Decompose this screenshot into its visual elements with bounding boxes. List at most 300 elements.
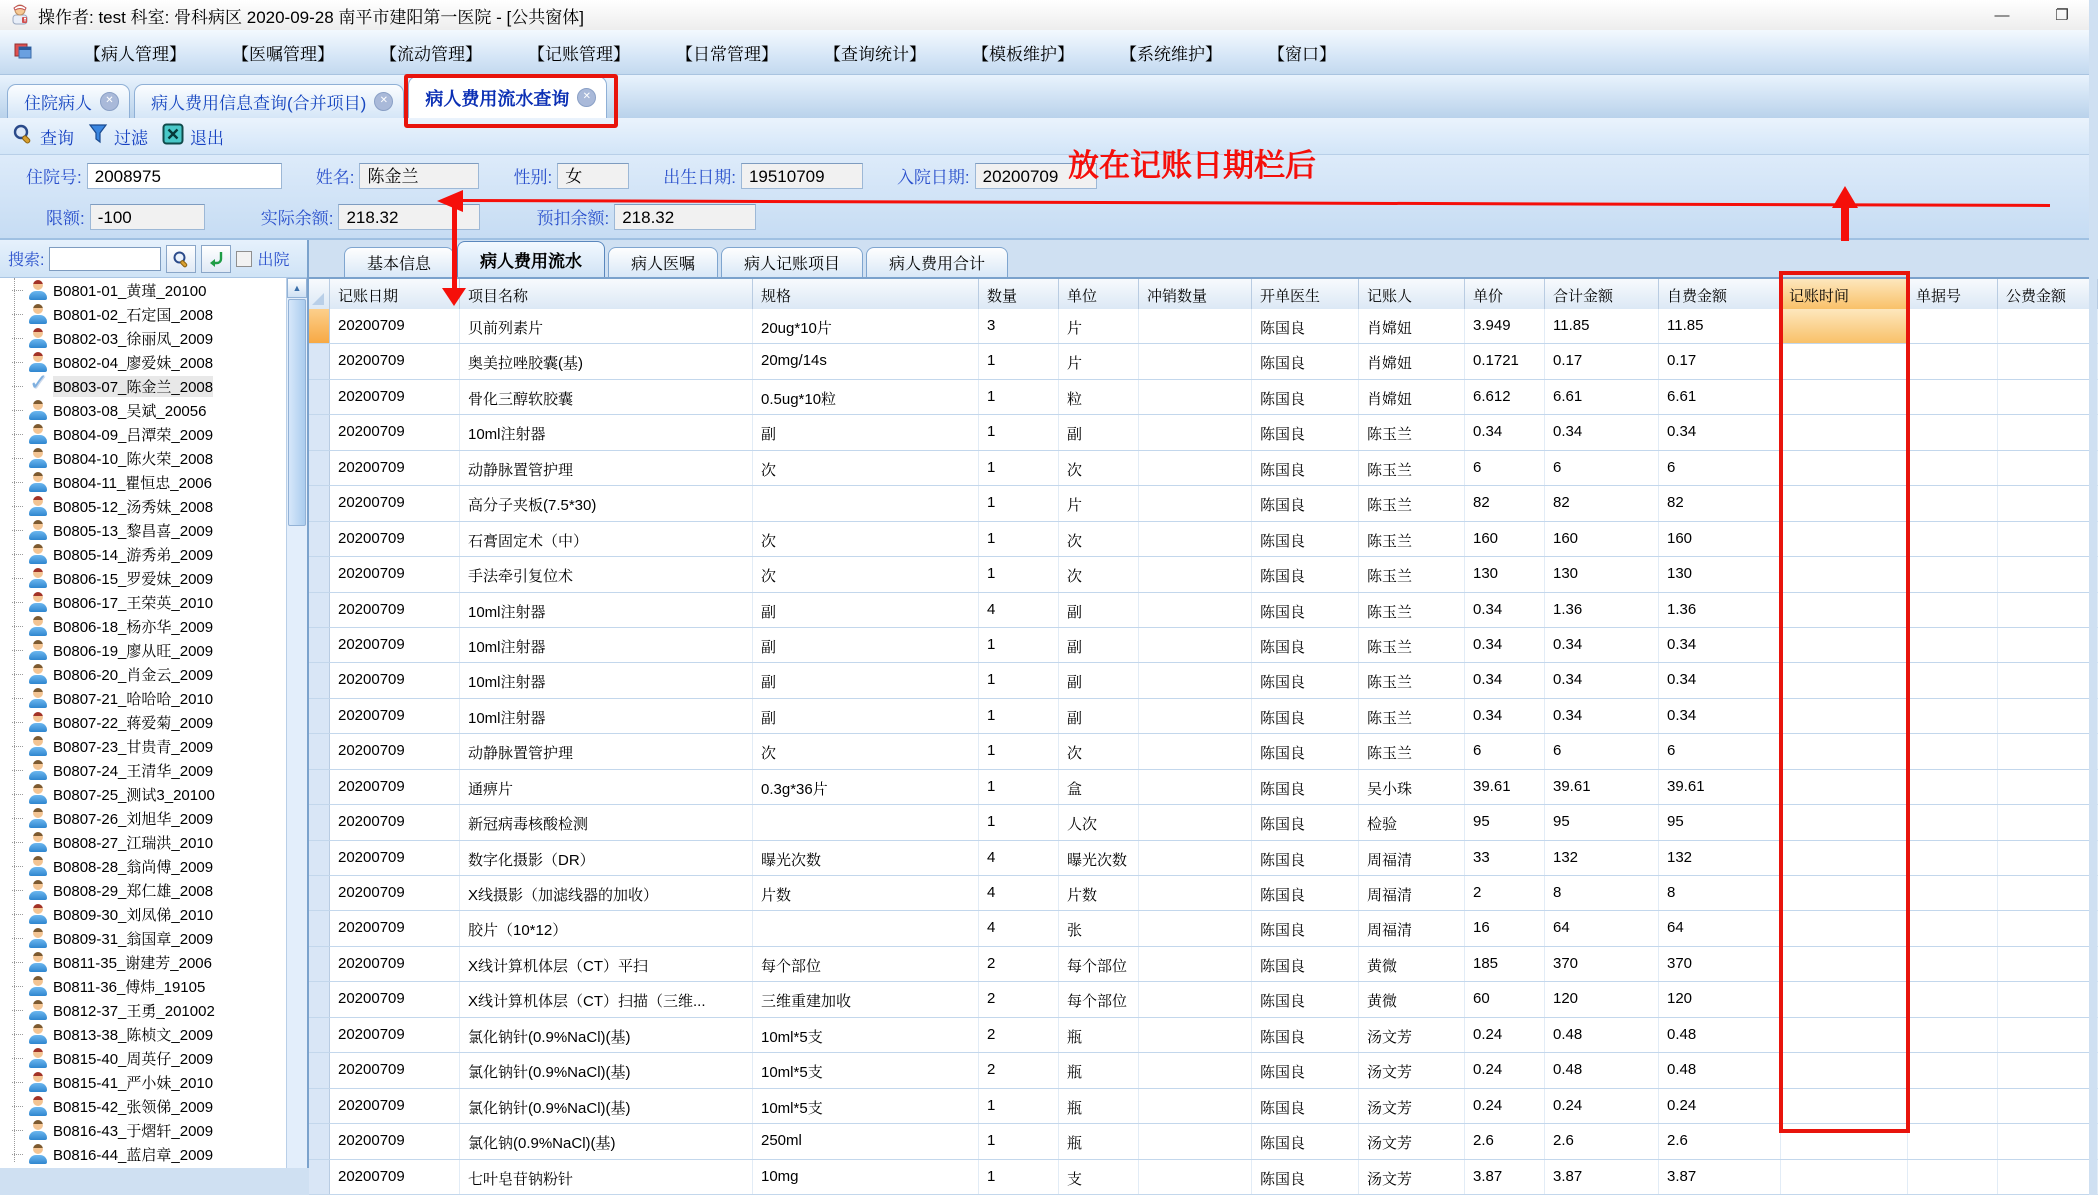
cell-public-pay [1998,982,2098,1016]
cell-self-pay: 39.61 [1659,770,1781,804]
patient-list-item[interactable] [12,878,287,902]
inner-tab[interactable] [866,247,1008,277]
row-selector-cell[interactable] [309,486,330,520]
cell-unit-price: 39.61 [1465,770,1545,804]
row-selector-cell[interactable] [309,982,330,1016]
cell-self-pay: 82 [1659,486,1781,520]
select-all-corner[interactable] [309,279,330,309]
cell-doc-no [1908,309,1998,343]
cell-doctor: 陈国良 [1252,1089,1359,1123]
tab-close-icon[interactable]: ✕ [577,88,596,107]
magnifier-icon [172,250,190,268]
patient-list-item[interactable] [12,734,287,758]
cell-doctor: 陈国良 [1252,947,1359,981]
cell-doc-no [1908,486,1998,520]
patient-id-label: B0805-14_游秀弟_2009 [53,546,214,564]
column-header[interactable]: 合计金额 [1545,279,1659,309]
cell-doc-no [1908,841,1998,875]
patient-list-item[interactable] [12,854,287,878]
cell-offset-qty [1139,663,1252,697]
patient-list-item[interactable] [12,278,287,302]
cell-offset-qty [1139,1160,1252,1194]
info-field-label: 性别: [513,168,553,187]
patient-icon [28,376,48,396]
cell-doc-no [1908,663,1998,697]
patient-list-item[interactable] [12,830,287,854]
cell-recorder: 陈玉兰 [1359,451,1465,485]
cell-self-pay: 6.61 [1659,380,1781,414]
cell-unit-price: 130 [1465,557,1545,591]
patient-list-item[interactable] [12,470,287,494]
cell-quantity: 3 [979,309,1059,343]
cell-doc-no [1908,451,1998,485]
row-selector-cell[interactable] [309,876,330,910]
cell-date: 20200709 [330,1053,460,1087]
row-selector-cell[interactable] [309,805,330,839]
tab-label: 病人费用流水查询 [425,88,570,109]
cell-doctor: 陈国良 [1252,344,1359,378]
document-tab[interactable] [7,84,130,118]
cell-public-pay [1998,1089,2098,1123]
info-field-value[interactable]: 19510709 [741,163,863,189]
cell-public-pay [1998,628,2098,662]
inner-tab-label: 病人费用合计 [889,256,986,273]
patient-id-label: B0812-37_王勇_201002 [53,1002,215,1020]
cell-spec: 副 [753,628,979,662]
column-header[interactable]: 规格 [753,279,979,309]
menu-item[interactable]: 【系统维护】 [1120,44,1222,64]
row-selector-cell[interactable] [309,380,330,414]
cell-spec [753,805,979,839]
patient-list-item[interactable] [12,302,287,326]
inner-tab[interactable] [721,247,863,277]
title-bar [0,0,2089,31]
menu-item[interactable]: 【病人管理】 [84,44,186,64]
patient-id-label: B0806-15_罗爱妹_2009 [53,570,214,588]
patient-icon [28,640,48,660]
cell-item-name: 10ml注射器 [460,699,753,733]
row-selector-cell[interactable] [309,593,330,627]
inner-tab-label: 病人医嘱 [631,256,696,273]
patient-list-item[interactable] [12,398,287,422]
cell-unit: 人次 [1059,805,1139,839]
cell-self-pay: 8 [1659,876,1781,910]
cell-unit: 瓶 [1059,1053,1139,1087]
cell-offset-qty [1139,982,1252,1016]
cell-self-pay: 370 [1659,947,1781,981]
cell-item-name: 石膏固定术（中） [460,522,753,556]
cell-item-name: 10ml注射器 [460,663,753,697]
info-field [513,163,629,189]
row-selector-cell[interactable] [309,663,330,697]
cell-date: 20200709 [330,663,460,697]
cell-unit: 次 [1059,522,1139,556]
scrollbar-thumb[interactable] [288,299,306,526]
cell-doctor: 陈国良 [1252,1160,1359,1194]
patient-list-item[interactable] [12,374,287,398]
info-field-value[interactable]: 20200709 [975,163,1097,189]
column-header[interactable]: 公费金额 [1998,279,2098,309]
cell-doctor: 陈国良 [1252,876,1359,910]
patient-icon [28,280,48,300]
cell-item-name: 通痹片 [460,770,753,804]
cell-offset-qty [1139,309,1252,343]
restore-button[interactable]: ❐ [2055,7,2069,24]
cell-doc-no [1908,1053,1998,1087]
cell-offset-qty [1139,344,1252,378]
patient-icon [28,808,48,828]
cell-unit: 次 [1059,557,1139,591]
patient-icon [28,592,48,612]
patient-list-item[interactable] [12,950,287,974]
cell-recorder: 陈玉兰 [1359,699,1465,733]
exit-button[interactable]: 退出 [162,123,224,150]
cell-self-pay: 1.36 [1659,593,1781,627]
patient-list-item[interactable] [12,494,287,518]
cell-item-name: 氯化钠针(0.9%NaCl)(基) [460,1053,753,1087]
table-row[interactable] [309,1160,2089,1195]
patient-icon [28,520,48,540]
cell-self-pay: 6 [1659,734,1781,768]
column-header[interactable]: 单据号 [1908,279,1998,309]
cell-recorder: 汤文芳 [1359,1160,1465,1194]
patient-icon [28,880,48,900]
patient-list-item[interactable] [12,350,287,374]
patient-list-item[interactable] [12,1118,287,1142]
inner-tab-label: 病人费用流水 [480,252,583,271]
cell-self-pay: 64 [1659,911,1781,945]
cell-public-pay [1998,451,2098,485]
patient-list-item[interactable] [12,590,287,614]
column-header[interactable]: 冲销数量 [1139,279,1252,309]
cell-doctor: 陈国良 [1252,982,1359,1016]
cell-total: 95 [1545,805,1659,839]
cell-public-pay [1998,1018,2098,1052]
info-field-label: 住院号: [26,168,82,187]
patient-id-label: B0806-20_肖金云_2009 [53,666,214,684]
cell-public-pay [1998,947,2098,981]
discharge-checkbox[interactable] [236,251,252,267]
menu-item[interactable]: 【流动管理】 [380,44,482,64]
menu-item[interactable]: 【日常管理】 [676,44,778,64]
patient-icon [28,568,48,588]
search-row [0,240,307,278]
patient-list-item[interactable] [12,422,287,446]
cell-date: 20200709 [330,1018,460,1052]
cell-quantity: 1 [979,486,1059,520]
menu-item[interactable]: 【记账管理】 [528,44,630,64]
row-selector-cell[interactable] [309,451,330,485]
cell-unit-price: 2.6 [1465,1124,1545,1158]
cell-item-name: 动静脉置管护理 [460,734,753,768]
cell-date: 20200709 [330,451,460,485]
info-field-label: 出生日期: [663,168,736,187]
patient-list-item[interactable] [12,638,287,662]
row-selector-cell[interactable] [309,911,330,945]
patient-list-item[interactable] [12,446,287,470]
patient-list-item[interactable] [12,542,287,566]
cell-date: 20200709 [330,699,460,733]
cell-unit: 副 [1059,699,1139,733]
cell-unit-price: 16 [1465,911,1545,945]
column-header[interactable]: 单位 [1059,279,1139,309]
menu-item[interactable]: 【窗口】 [1268,44,1336,64]
patient-list-item[interactable] [12,806,287,830]
annotation-column-highlight-box [1779,271,1910,1133]
cell-recorder: 吴小珠 [1359,770,1465,804]
info-field-value[interactable]: 218.32 [614,204,756,230]
cell-spec: 20mg/14s [753,344,979,378]
patient-id-label: B0808-28_翁尚傅_2009 [53,858,214,876]
cell-total: 120 [1545,982,1659,1016]
cell-recorder: 周福清 [1359,841,1465,875]
filter-button[interactable]: 过滤 [88,123,148,150]
patient-list-item[interactable] [12,758,287,782]
cell-recorder: 汤文芳 [1359,1018,1465,1052]
cell-quantity: 1 [979,734,1059,768]
cell-doctor: 陈国良 [1252,451,1359,485]
cell-public-pay [1998,805,2098,839]
patient-icon [28,904,48,924]
cell-date: 20200709 [330,841,460,875]
cell-date: 20200709 [330,876,460,910]
cell-doc-no [1908,911,1998,945]
cell-public-pay [1998,663,2098,697]
info-field-value[interactable]: 218.32 [338,204,480,230]
row-selector-cell[interactable] [309,309,330,343]
cell-self-pay: 6 [1659,451,1781,485]
patient-list-item[interactable] [12,998,287,1022]
patient-id-label: B0806-19_廖从旺_2009 [53,642,214,660]
inner-tab[interactable] [608,247,718,277]
cell-item-name: X线计算机体层（CT）平扫 [460,947,753,981]
patient-id-label: B0809-30_刘凤俤_2010 [53,906,214,924]
cell-date: 20200709 [330,805,460,839]
row-selector-cell[interactable] [309,557,330,591]
cell-quantity: 4 [979,911,1059,945]
patient-list-item[interactable] [12,1142,287,1166]
cell-offset-qty [1139,841,1252,875]
cell-quantity: 1 [979,628,1059,662]
row-selector-cell[interactable] [309,770,330,804]
info-field-value[interactable]: 陈金兰 [359,163,479,189]
cell-date: 20200709 [330,486,460,520]
cell-offset-qty [1139,1053,1252,1087]
menu-item[interactable]: 【模板维护】 [972,44,1074,64]
cell-total: 0.24 [1545,1089,1659,1123]
annotation-up-arrow-shaft [1841,207,1849,241]
cell-recorder: 黄微 [1359,982,1465,1016]
cell-public-pay [1998,1160,2098,1194]
cell-offset-qty [1139,876,1252,910]
cell-public-pay [1998,876,2098,910]
cell-unit-price: 0.24 [1465,1053,1545,1087]
cell-date: 20200709 [330,309,460,343]
cell-item-name: 贝前列素片 [460,309,753,343]
column-header[interactable]: 开单医生 [1252,279,1359,309]
cell-self-pay: 0.48 [1659,1018,1781,1052]
patient-list-item[interactable] [12,662,287,686]
cell-total: 0.34 [1545,628,1659,662]
row-selector-cell[interactable] [309,841,330,875]
cell-unit: 粒 [1059,380,1139,414]
minimize-button[interactable]: — [1994,6,2010,24]
info-field-value[interactable]: -100 [90,204,205,230]
cell-total: 2.6 [1545,1124,1659,1158]
cell-public-pay [1998,415,2098,449]
document-tab[interactable] [134,84,404,118]
cell-spec: 副 [753,593,979,627]
row-selector-cell[interactable] [309,522,330,556]
inner-tab[interactable] [344,247,454,277]
patient-list-item[interactable] [12,1046,287,1070]
cell-date: 20200709 [330,947,460,981]
cell-offset-qty [1139,699,1252,733]
patient-id-label: B0803-08_吴斌_20056 [53,402,207,420]
cell-doctor: 陈国良 [1252,911,1359,945]
patient-icon [28,1048,48,1068]
cell-item-name: 胶片（10*12） [460,911,753,945]
cell-item-name: 动静脉置管护理 [460,451,753,485]
patient-id-label: B0813-38_陈桢文_2009 [53,1026,214,1044]
patient-id-label: B0805-13_黎昌喜_2009 [53,522,214,540]
row-selector-cell[interactable] [309,415,330,449]
info-field-value[interactable]: 女 [557,163,629,189]
row-selector-cell[interactable] [309,1160,330,1194]
cell-total: 130 [1545,557,1659,591]
info-field-label: 预扣余额: [536,209,610,228]
cell-recorder: 陈玉兰 [1359,415,1465,449]
inner-tab-label: 病人记账项目 [744,256,841,273]
tab-close-icon[interactable]: ✕ [374,92,393,111]
cell-spec: 0.3g*36片 [753,770,979,804]
cell-self-pay: 130 [1659,557,1781,591]
menu-item[interactable]: 【医嘱管理】 [232,44,334,64]
info-field [536,204,756,230]
row-selector-cell[interactable] [309,1018,330,1052]
cell-public-pay [1998,770,2098,804]
cell-quantity: 2 [979,1053,1059,1087]
cell-total: 1.36 [1545,593,1659,627]
row-selector-cell[interactable] [309,699,330,733]
cell-recorder: 陈玉兰 [1359,557,1465,591]
cell-quantity: 4 [979,841,1059,875]
info-field-label: 入院日期: [896,168,970,187]
column-header[interactable]: 数量 [979,279,1059,309]
search-button[interactable] [166,245,196,273]
column-header[interactable]: 记账时间 [1781,279,1908,309]
cell-offset-qty [1139,593,1252,627]
column-header[interactable]: 记账日期 [330,279,460,309]
cell-quantity: 1 [979,380,1059,414]
cell-recorder: 肖嫦妞 [1359,344,1465,378]
patient-list-item[interactable] [12,782,287,806]
cell-doctor: 陈国良 [1252,663,1359,697]
patient-list-item[interactable] [12,326,287,350]
cell-total: 8 [1545,876,1659,910]
column-header[interactable]: 自费金额 [1659,279,1781,309]
cell-spec: 次 [753,451,979,485]
patient-list-item[interactable] [12,974,287,998]
column-header[interactable]: 单价 [1465,279,1545,309]
row-selector-cell[interactable] [309,628,330,662]
info-field-label: 实际余额: [260,209,334,228]
cell-unit: 片 [1059,344,1139,378]
patient-list-item[interactable] [12,686,287,710]
patient-list-item[interactable] [12,926,287,950]
x-square-icon [162,123,184,150]
cell-date: 20200709 [330,522,460,556]
patient-icon [28,736,48,756]
cell-unit-price: 160 [1465,522,1545,556]
patient-id-label: B0808-29_郑仁雄_2008 [53,882,214,900]
row-selector-cell[interactable] [309,344,330,378]
patient-id-label: B0805-12_汤秀妹_2008 [53,498,214,516]
cell-quantity: 1 [979,1089,1059,1123]
info-field [46,204,205,230]
patient-list-item[interactable] [12,1070,287,1094]
patient-list-item[interactable] [12,902,287,926]
cell-item-name: 高分子夹板(7.5*30) [460,486,753,520]
cell-self-pay: 0.17 [1659,344,1781,378]
cell-unit: 盒 [1059,770,1139,804]
patient-list-item[interactable] [12,518,287,542]
column-header[interactable]: 项目名称 [460,279,753,309]
info-field-label: 姓名: [315,168,355,187]
search-input[interactable] [49,247,161,271]
cell-offset-qty [1139,557,1252,591]
tab-close-icon[interactable]: ✕ [100,92,119,111]
menu-item[interactable]: 【查询统计】 [824,44,926,64]
cell-total: 0.48 [1545,1018,1659,1052]
cell-spec: 副 [753,663,979,697]
patient-list-item[interactable] [12,614,287,638]
patient-id-label: B0806-18_杨亦华_2009 [53,618,214,636]
patient-icon [28,832,48,852]
cell-self-pay: 2.6 [1659,1124,1781,1158]
cell-total: 0.34 [1545,663,1659,697]
cell-unit: 副 [1059,415,1139,449]
row-selector-cell[interactable] [309,947,330,981]
row-selector-cell[interactable] [309,1053,330,1087]
patient-list-scrollbar[interactable] [286,278,307,1168]
cell-quantity: 2 [979,947,1059,981]
query-button[interactable]: 查询 [12,123,74,150]
patient-list-item[interactable] [12,1022,287,1046]
patient-list-item[interactable] [12,566,287,590]
cell-unit-price: 0.34 [1465,628,1545,662]
cell-item-name: 氯化钠(0.9%NaCl)(基) [460,1124,753,1158]
cell-doc-no [1908,1160,1998,1194]
cell-total: 64 [1545,911,1659,945]
row-selector-cell[interactable] [309,1089,330,1123]
inner-tab[interactable] [457,241,605,277]
row-selector-cell[interactable] [309,734,330,768]
patient-list-item[interactable] [12,710,287,734]
cell-self-pay: 0.34 [1659,415,1781,449]
column-header[interactable]: 记账人 [1359,279,1465,309]
patient-list-item[interactable] [12,1094,287,1118]
cell-spec: 0.5ug*10粒 [753,380,979,414]
cell-offset-qty [1139,1124,1252,1158]
cell-spec: 副 [753,415,979,449]
row-selector-cell[interactable] [309,1124,330,1158]
jump-button[interactable] [201,245,231,273]
scroll-up-icon[interactable]: ▲ [287,278,307,298]
cell-offset-qty [1139,522,1252,556]
info-field-value[interactable]: 2008975 [87,163,282,189]
cell-spec: 10ml*5支 [753,1053,979,1087]
